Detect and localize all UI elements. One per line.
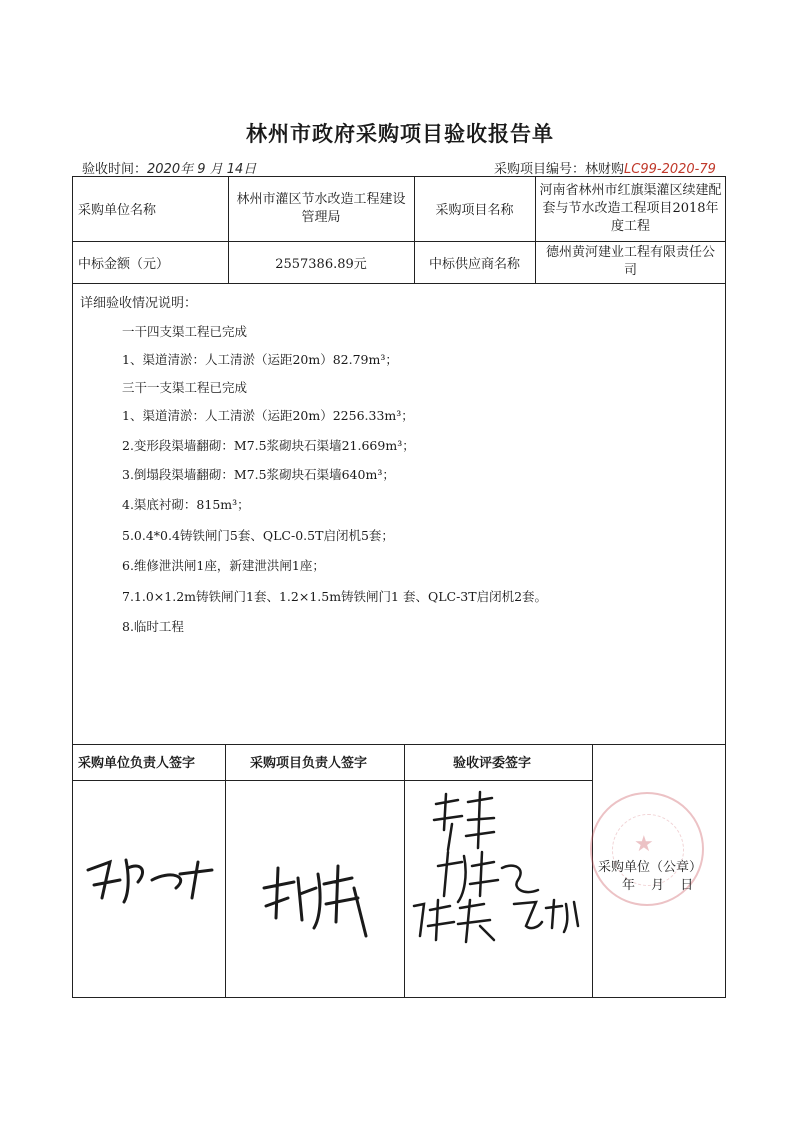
supplier-value: 德州黄河建业工程有限责任公司 [545,245,715,278]
detail-line: 一干四支渠工程已完成 [122,324,248,339]
acceptance-time [82,158,256,178]
detail-line: 2.变形段渠墙翻砌：M7.5浆砌块石渠墙21.669m³； [122,438,415,453]
column-divider [592,744,593,998]
purchaser-head-signature [80,840,220,914]
detail-line: 三干一支渠工程已完成 [122,380,248,395]
purchaser-head-label: 采购单位负责人签字 [78,756,196,771]
amount-label: 中标金额（元） [78,256,170,272]
project-number-label: 采购项目编号：林财购 [494,162,625,177]
amount-value: 2557386.89元 [275,256,367,272]
column-divider [404,744,405,998]
detail-line: 1、渠道清淤：人工清淤（运距20m）82.79m³； [122,352,398,367]
column-divider [225,744,226,998]
project-number-value: LC99-2020-79 [624,162,716,177]
project-head-label: 采购项目负责人签字 [250,756,368,771]
project-name-label: 采购项目名称 [435,203,514,218]
project-head-signature [258,848,378,942]
acceptance-time-label: 验收时间： [82,162,148,177]
detail-line: 8.临时工程 [122,619,184,634]
supplier-label: 中标供应商名称 [428,256,520,272]
committee-signature-4 [508,892,588,940]
purchaser-value: 林州市灌区节水改造工程建设管理局 [236,191,406,225]
seal-label: 采购单位（公章） [598,860,703,875]
row-divider [72,744,726,745]
detail-line: 3.倒塌段渠墙翻砌：M7.5浆砌块石渠墙640m³； [122,467,395,482]
detail-line: 6.维修泄洪闸1座，新建泄洪闸1座； [122,558,325,573]
committee-label: 验收评委签字 [453,756,532,771]
project-name-value: 河南省林州市红旗渠灌区续建配套与节水改造工程项目2018年度工程 [539,182,722,234]
page-title: 林州市政府采购项目验收报告单 [246,121,554,146]
detail-line: 7.1.0×1.2m铸铁闸门1套、1.2×1.5m铸铁闸门1 套、QLC-3T启闭机2套。 [122,589,548,604]
detail-line: 5.0.4*0.4铸铁闸门5套、QLC-0.5T启闭机5套； [122,528,394,543]
row-divider [72,780,592,781]
project-number [494,158,716,178]
detail-line: 4.渠底衬砌：815m³； [122,497,250,512]
seal-date: 年 月 日 [622,878,700,893]
detail-line: 1、渠道清淤：人工清淤（运距20m）2256.33m³； [122,408,414,423]
seal-star-icon: ★ [634,832,654,857]
row-divider [72,283,726,284]
committee-signature-3 [410,896,500,950]
acceptance-time-value: 2020年 9 月 14日 [147,162,257,177]
purchaser-label: 采购单位名称 [78,203,157,218]
details-title: 详细验收情况说明： [80,296,198,311]
